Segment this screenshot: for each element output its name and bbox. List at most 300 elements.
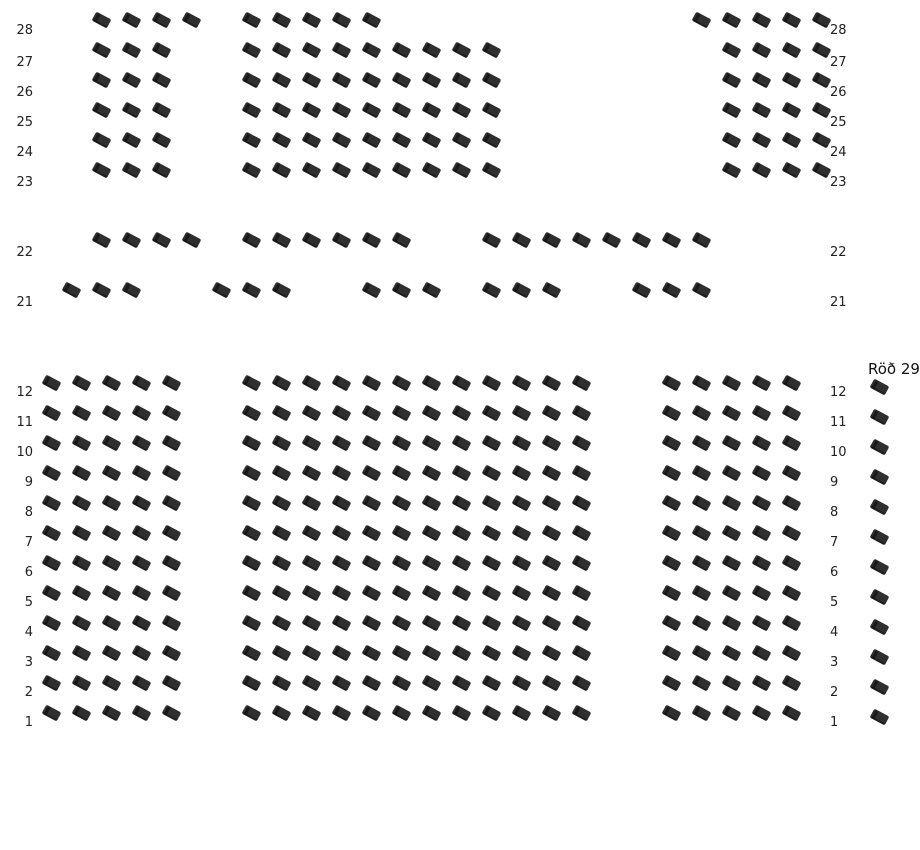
seat-row-11[interactable] <box>162 405 182 422</box>
seat-row-11[interactable] <box>870 409 890 426</box>
seat-row-24[interactable] <box>242 132 262 149</box>
seat-row-26[interactable] <box>482 72 502 89</box>
seat-row-12[interactable] <box>302 375 322 392</box>
seat-row-7[interactable] <box>782 525 802 542</box>
seat-row-25[interactable] <box>482 102 502 119</box>
seat-row-21[interactable] <box>242 282 262 299</box>
seat-row-27[interactable] <box>272 42 292 59</box>
seat-row-26[interactable] <box>122 72 142 89</box>
seat-row-7[interactable] <box>542 525 562 542</box>
seat-row-26[interactable] <box>242 72 262 89</box>
seat-row-24[interactable] <box>362 132 382 149</box>
seat-row-21[interactable] <box>122 282 142 299</box>
seat-row-23[interactable] <box>332 162 352 179</box>
seat-row-28[interactable] <box>272 12 292 29</box>
seat-row-5[interactable] <box>782 585 802 602</box>
seat-row-8[interactable] <box>752 495 772 512</box>
seat-row-5[interactable] <box>362 585 382 602</box>
seat-row-25[interactable] <box>422 102 442 119</box>
seat-row-11[interactable] <box>392 405 412 422</box>
seat-row-12[interactable] <box>782 375 802 392</box>
seat-row-4[interactable] <box>692 615 712 632</box>
seat-row-22[interactable] <box>482 232 502 249</box>
seat-row-2[interactable] <box>572 675 592 692</box>
seat-row-12[interactable] <box>72 375 92 392</box>
seat-row-5[interactable] <box>662 585 682 602</box>
seat-row-8[interactable] <box>512 495 532 512</box>
seat-row-28[interactable] <box>362 12 382 29</box>
seat-row-12[interactable] <box>102 375 122 392</box>
seat-row-6[interactable] <box>542 555 562 572</box>
seat-row-9[interactable] <box>422 465 442 482</box>
seat-row-7[interactable] <box>272 525 292 542</box>
seat-row-11[interactable] <box>132 405 152 422</box>
seat-row-12[interactable] <box>452 375 472 392</box>
seat-row-25[interactable] <box>122 102 142 119</box>
seat-row-24[interactable] <box>452 132 472 149</box>
seat-row-6[interactable] <box>242 555 262 572</box>
seat-row-6[interactable] <box>42 555 62 572</box>
seat-row-3[interactable] <box>572 645 592 662</box>
seat-row-8[interactable] <box>692 495 712 512</box>
seat-row-12[interactable] <box>362 375 382 392</box>
seat-row-3[interactable] <box>512 645 532 662</box>
seat-row-28[interactable] <box>242 12 262 29</box>
seat-row-7[interactable] <box>42 525 62 542</box>
seat-row-2[interactable] <box>662 675 682 692</box>
seat-row-8[interactable] <box>422 495 442 512</box>
seat-row-12[interactable] <box>692 375 712 392</box>
seat-row-23[interactable] <box>362 162 382 179</box>
seat-row-7[interactable] <box>662 525 682 542</box>
seat-row-12[interactable] <box>132 375 152 392</box>
seat-row-24[interactable] <box>92 132 112 149</box>
seat-row-7[interactable] <box>752 525 772 542</box>
seat-row-6[interactable] <box>422 555 442 572</box>
seat-row-11[interactable] <box>572 405 592 422</box>
seat-row-11[interactable] <box>752 405 772 422</box>
seat-row-5[interactable] <box>512 585 532 602</box>
seat-row-28[interactable] <box>92 12 112 29</box>
seat-row-25[interactable] <box>752 102 772 119</box>
seat-row-25[interactable] <box>812 102 832 119</box>
seat-row-21[interactable] <box>272 282 292 299</box>
seat-row-3[interactable] <box>482 645 502 662</box>
seat-row-28[interactable] <box>152 12 172 29</box>
seat-row-5[interactable] <box>332 585 352 602</box>
seat-row-12[interactable] <box>722 375 742 392</box>
seat-row-9[interactable] <box>242 465 262 482</box>
seat-row-12[interactable] <box>332 375 352 392</box>
seat-row-25[interactable] <box>92 102 112 119</box>
seat-row-4[interactable] <box>752 615 772 632</box>
seat-row-10[interactable] <box>102 435 122 452</box>
seat-row-21[interactable] <box>482 282 502 299</box>
seat-row-9[interactable] <box>782 465 802 482</box>
seat-row-12[interactable] <box>512 375 532 392</box>
seat-row-7[interactable] <box>132 525 152 542</box>
seat-row-4[interactable] <box>482 615 502 632</box>
seat-row-7[interactable] <box>72 525 92 542</box>
seat-row-27[interactable] <box>812 42 832 59</box>
seat-row-23[interactable] <box>752 162 772 179</box>
seat-row-27[interactable] <box>482 42 502 59</box>
seat-row-10[interactable] <box>422 435 442 452</box>
seat-row-4[interactable] <box>572 615 592 632</box>
seat-row-2[interactable] <box>782 675 802 692</box>
seat-row-1[interactable] <box>242 705 262 722</box>
seat-row-26[interactable] <box>722 72 742 89</box>
seat-row-7[interactable] <box>572 525 592 542</box>
seat-row-3[interactable] <box>272 645 292 662</box>
seat-row-27[interactable] <box>722 42 742 59</box>
seat-row-27[interactable] <box>782 42 802 59</box>
seat-row-22[interactable] <box>182 232 202 249</box>
seat-row-24[interactable] <box>482 132 502 149</box>
seat-row-2[interactable] <box>692 675 712 692</box>
seat-row-11[interactable] <box>692 405 712 422</box>
seat-row-4[interactable] <box>162 615 182 632</box>
seat-row-23[interactable] <box>122 162 142 179</box>
seat-row-5[interactable] <box>162 585 182 602</box>
seat-row-7[interactable] <box>722 525 742 542</box>
seat-row-1[interactable] <box>752 705 772 722</box>
seat-row-27[interactable] <box>332 42 352 59</box>
seat-row-1[interactable] <box>452 705 472 722</box>
seat-row-21[interactable] <box>92 282 112 299</box>
seat-row-1[interactable] <box>870 709 890 726</box>
seat-row-28[interactable] <box>752 12 772 29</box>
seat-row-7[interactable] <box>422 525 442 542</box>
seat-row-12[interactable] <box>242 375 262 392</box>
seat-row-10[interactable] <box>572 435 592 452</box>
seat-row-21[interactable] <box>212 282 232 299</box>
seat-row-11[interactable] <box>72 405 92 422</box>
seat-row-22[interactable] <box>362 232 382 249</box>
seat-row-10[interactable] <box>482 435 502 452</box>
seat-row-7[interactable] <box>102 525 122 542</box>
seat-row-10[interactable] <box>72 435 92 452</box>
seat-row-5[interactable] <box>42 585 62 602</box>
seat-row-6[interactable] <box>102 555 122 572</box>
seat-row-10[interactable] <box>332 435 352 452</box>
seat-row-2[interactable] <box>72 675 92 692</box>
seat-row-1[interactable] <box>332 705 352 722</box>
seat-row-12[interactable] <box>162 375 182 392</box>
seat-row-6[interactable] <box>752 555 772 572</box>
seat-row-6[interactable] <box>482 555 502 572</box>
seat-row-6[interactable] <box>662 555 682 572</box>
seat-row-12[interactable] <box>482 375 502 392</box>
seat-row-11[interactable] <box>512 405 532 422</box>
seat-row-24[interactable] <box>272 132 292 149</box>
seat-row-11[interactable] <box>722 405 742 422</box>
seat-row-6[interactable] <box>72 555 92 572</box>
seat-row-7[interactable] <box>362 525 382 542</box>
seat-row-6[interactable] <box>332 555 352 572</box>
seat-row-21[interactable] <box>362 282 382 299</box>
seat-row-10[interactable] <box>42 435 62 452</box>
seat-row-1[interactable] <box>102 705 122 722</box>
seat-row-6[interactable] <box>362 555 382 572</box>
seat-row-2[interactable] <box>870 679 890 696</box>
seat-row-24[interactable] <box>302 132 322 149</box>
seat-row-4[interactable] <box>392 615 412 632</box>
seat-row-11[interactable] <box>272 405 292 422</box>
seat-row-2[interactable] <box>422 675 442 692</box>
seat-row-12[interactable] <box>42 375 62 392</box>
seat-row-3[interactable] <box>422 645 442 662</box>
seat-row-10[interactable] <box>242 435 262 452</box>
seat-row-24[interactable] <box>782 132 802 149</box>
seat-row-22[interactable] <box>332 232 352 249</box>
seat-row-12[interactable] <box>572 375 592 392</box>
seat-row-3[interactable] <box>162 645 182 662</box>
seat-row-25[interactable] <box>272 102 292 119</box>
seat-row-9[interactable] <box>132 465 152 482</box>
seat-row-21[interactable] <box>692 282 712 299</box>
seat-row-9[interactable] <box>392 465 412 482</box>
seat-row-10[interactable] <box>512 435 532 452</box>
seat-row-27[interactable] <box>422 42 442 59</box>
seat-row-10[interactable] <box>132 435 152 452</box>
seat-row-10[interactable] <box>162 435 182 452</box>
seat-row-5[interactable] <box>302 585 322 602</box>
seat-row-4[interactable] <box>870 619 890 636</box>
seat-row-10[interactable] <box>662 435 682 452</box>
seat-row-25[interactable] <box>722 102 742 119</box>
seat-row-22[interactable] <box>572 232 592 249</box>
seat-row-2[interactable] <box>722 675 742 692</box>
seat-row-24[interactable] <box>332 132 352 149</box>
seat-row-2[interactable] <box>362 675 382 692</box>
seat-row-25[interactable] <box>242 102 262 119</box>
seat-row-3[interactable] <box>242 645 262 662</box>
seat-row-4[interactable] <box>102 615 122 632</box>
seat-row-2[interactable] <box>162 675 182 692</box>
seat-row-10[interactable] <box>302 435 322 452</box>
seat-row-10[interactable] <box>722 435 742 452</box>
seat-row-7[interactable] <box>452 525 472 542</box>
seat-row-6[interactable] <box>572 555 592 572</box>
seat-row-8[interactable] <box>662 495 682 512</box>
seat-row-7[interactable] <box>392 525 412 542</box>
seat-row-22[interactable] <box>632 232 652 249</box>
seat-row-3[interactable] <box>692 645 712 662</box>
seat-row-5[interactable] <box>722 585 742 602</box>
seat-row-7[interactable] <box>512 525 532 542</box>
seat-row-8[interactable] <box>572 495 592 512</box>
seat-row-1[interactable] <box>422 705 442 722</box>
seat-row-4[interactable] <box>422 615 442 632</box>
seat-row-1[interactable] <box>272 705 292 722</box>
seat-row-5[interactable] <box>752 585 772 602</box>
seat-row-9[interactable] <box>572 465 592 482</box>
seat-row-2[interactable] <box>102 675 122 692</box>
seat-row-9[interactable] <box>332 465 352 482</box>
seat-row-27[interactable] <box>392 42 412 59</box>
seat-row-1[interactable] <box>692 705 712 722</box>
seat-row-23[interactable] <box>302 162 322 179</box>
seat-row-23[interactable] <box>92 162 112 179</box>
seat-row-25[interactable] <box>452 102 472 119</box>
seat-row-6[interactable] <box>132 555 152 572</box>
seat-row-10[interactable] <box>452 435 472 452</box>
seat-row-23[interactable] <box>782 162 802 179</box>
seat-row-2[interactable] <box>302 675 322 692</box>
seat-row-3[interactable] <box>452 645 472 662</box>
seat-row-9[interactable] <box>162 465 182 482</box>
seat-row-9[interactable] <box>870 469 890 486</box>
seat-row-1[interactable] <box>722 705 742 722</box>
seat-row-5[interactable] <box>422 585 442 602</box>
seat-row-27[interactable] <box>452 42 472 59</box>
seat-row-8[interactable] <box>272 495 292 512</box>
seat-row-5[interactable] <box>572 585 592 602</box>
seat-row-11[interactable] <box>102 405 122 422</box>
seat-row-11[interactable] <box>542 405 562 422</box>
seat-row-26[interactable] <box>422 72 442 89</box>
seat-row-2[interactable] <box>132 675 152 692</box>
seat-row-9[interactable] <box>692 465 712 482</box>
seat-row-11[interactable] <box>782 405 802 422</box>
seat-row-9[interactable] <box>512 465 532 482</box>
seat-row-22[interactable] <box>242 232 262 249</box>
seat-row-5[interactable] <box>482 585 502 602</box>
seat-row-6[interactable] <box>272 555 292 572</box>
seat-row-1[interactable] <box>662 705 682 722</box>
seat-row-10[interactable] <box>542 435 562 452</box>
seat-row-9[interactable] <box>42 465 62 482</box>
seat-row-3[interactable] <box>752 645 772 662</box>
seat-row-1[interactable] <box>782 705 802 722</box>
seat-row-26[interactable] <box>152 72 172 89</box>
seat-row-28[interactable] <box>332 12 352 29</box>
seat-row-8[interactable] <box>162 495 182 512</box>
seat-row-22[interactable] <box>512 232 532 249</box>
seat-row-3[interactable] <box>392 645 412 662</box>
seat-row-26[interactable] <box>392 72 412 89</box>
seat-row-1[interactable] <box>512 705 532 722</box>
seat-row-27[interactable] <box>362 42 382 59</box>
seat-row-1[interactable] <box>72 705 92 722</box>
seat-row-8[interactable] <box>362 495 382 512</box>
seat-row-3[interactable] <box>870 649 890 666</box>
seat-row-24[interactable] <box>722 132 742 149</box>
seat-row-26[interactable] <box>272 72 292 89</box>
seat-row-28[interactable] <box>812 12 832 29</box>
seat-row-24[interactable] <box>752 132 772 149</box>
seat-row-5[interactable] <box>242 585 262 602</box>
seat-row-6[interactable] <box>870 559 890 576</box>
seat-row-12[interactable] <box>422 375 442 392</box>
seat-row-21[interactable] <box>662 282 682 299</box>
seat-row-3[interactable] <box>42 645 62 662</box>
seat-row-26[interactable] <box>362 72 382 89</box>
seat-row-12[interactable] <box>392 375 412 392</box>
seat-row-8[interactable] <box>482 495 502 512</box>
seat-row-25[interactable] <box>362 102 382 119</box>
seat-row-2[interactable] <box>752 675 772 692</box>
seat-row-10[interactable] <box>392 435 412 452</box>
seat-row-1[interactable] <box>542 705 562 722</box>
seat-row-5[interactable] <box>72 585 92 602</box>
seat-row-22[interactable] <box>602 232 622 249</box>
seat-row-8[interactable] <box>332 495 352 512</box>
seat-row-9[interactable] <box>452 465 472 482</box>
seat-row-8[interactable] <box>72 495 92 512</box>
seat-row-22[interactable] <box>272 232 292 249</box>
seat-row-11[interactable] <box>662 405 682 422</box>
seat-row-9[interactable] <box>272 465 292 482</box>
seat-row-8[interactable] <box>870 499 890 516</box>
seat-row-1[interactable] <box>572 705 592 722</box>
seat-row-22[interactable] <box>392 232 412 249</box>
seat-row-11[interactable] <box>362 405 382 422</box>
seat-row-12[interactable] <box>542 375 562 392</box>
seat-row-26[interactable] <box>782 72 802 89</box>
seat-row-8[interactable] <box>782 495 802 512</box>
seat-row-26[interactable] <box>332 72 352 89</box>
seat-row-2[interactable] <box>452 675 472 692</box>
seat-row-24[interactable] <box>422 132 442 149</box>
seat-row-22[interactable] <box>122 232 142 249</box>
seat-row-2[interactable] <box>272 675 292 692</box>
seat-row-3[interactable] <box>542 645 562 662</box>
seat-row-4[interactable] <box>132 615 152 632</box>
seat-row-5[interactable] <box>542 585 562 602</box>
seat-row-3[interactable] <box>302 645 322 662</box>
seat-row-8[interactable] <box>242 495 262 512</box>
seat-row-6[interactable] <box>302 555 322 572</box>
seat-row-24[interactable] <box>812 132 832 149</box>
seat-row-22[interactable] <box>692 232 712 249</box>
seat-row-2[interactable] <box>332 675 352 692</box>
seat-row-22[interactable] <box>662 232 682 249</box>
seat-row-4[interactable] <box>362 615 382 632</box>
seat-row-22[interactable] <box>542 232 562 249</box>
seat-row-25[interactable] <box>332 102 352 119</box>
seat-row-9[interactable] <box>722 465 742 482</box>
seat-row-3[interactable] <box>722 645 742 662</box>
seat-row-9[interactable] <box>302 465 322 482</box>
seat-row-5[interactable] <box>870 589 890 606</box>
seat-row-21[interactable] <box>512 282 532 299</box>
seat-row-28[interactable] <box>122 12 142 29</box>
seat-row-4[interactable] <box>272 615 292 632</box>
seat-row-11[interactable] <box>452 405 472 422</box>
seat-row-7[interactable] <box>242 525 262 542</box>
seat-row-11[interactable] <box>332 405 352 422</box>
seat-row-10[interactable] <box>752 435 772 452</box>
seat-row-7[interactable] <box>482 525 502 542</box>
seat-row-22[interactable] <box>92 232 112 249</box>
seat-row-22[interactable] <box>152 232 172 249</box>
seat-row-7[interactable] <box>162 525 182 542</box>
seat-row-6[interactable] <box>692 555 712 572</box>
seat-row-12[interactable] <box>662 375 682 392</box>
seat-row-7[interactable] <box>870 529 890 546</box>
seat-row-10[interactable] <box>782 435 802 452</box>
seat-row-9[interactable] <box>662 465 682 482</box>
seat-row-11[interactable] <box>422 405 442 422</box>
seat-row-21[interactable] <box>62 282 82 299</box>
seat-row-2[interactable] <box>542 675 562 692</box>
seat-row-4[interactable] <box>662 615 682 632</box>
seat-row-11[interactable] <box>302 405 322 422</box>
seat-row-2[interactable] <box>512 675 532 692</box>
seat-row-7[interactable] <box>692 525 712 542</box>
